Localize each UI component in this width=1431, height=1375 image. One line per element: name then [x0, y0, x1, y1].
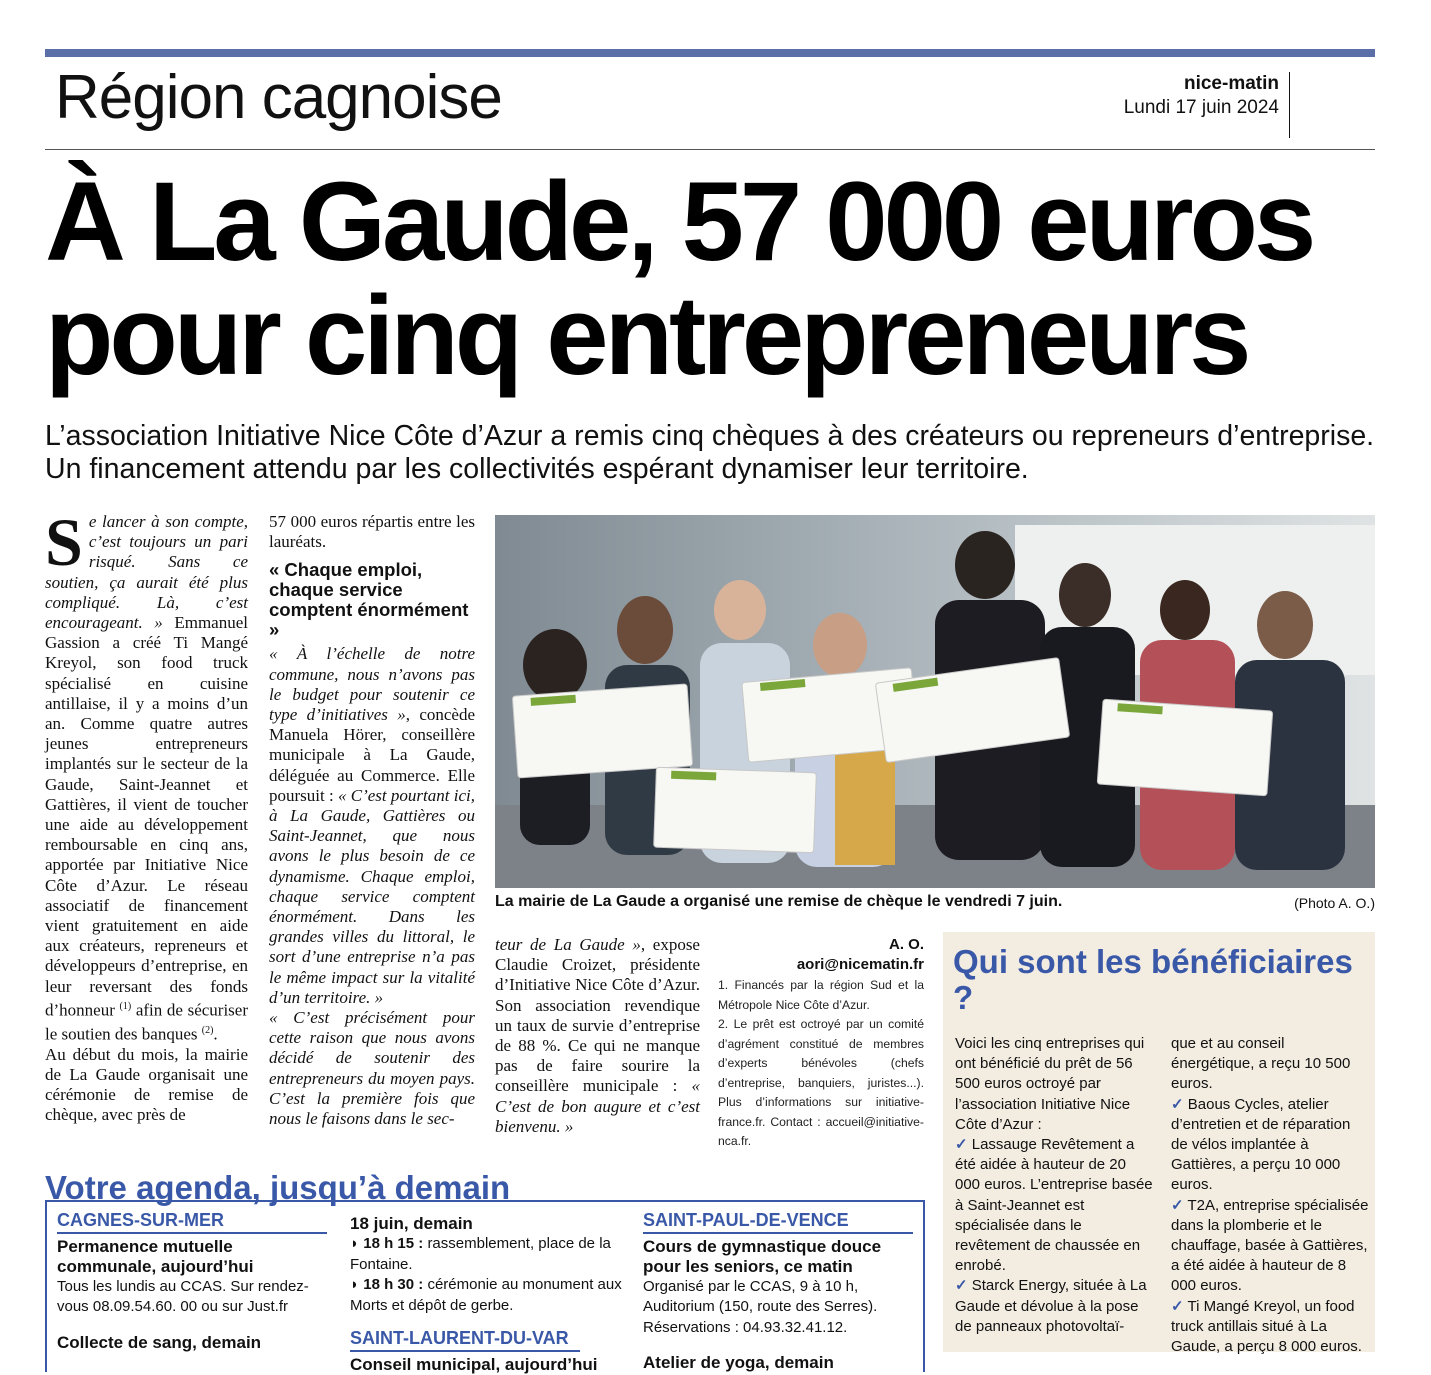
lead-paragraph: L’association Initiative Nice Côte d’Azur a remis cinq chèques à des créateurs ou repreneurs d’entreprise. Un financement attendu par les collectivités espérant dynamiser leur territoire. [45, 420, 1375, 485]
check-icon: ✓ [1171, 1196, 1184, 1214]
bullet-icon: ◗ [350, 1235, 360, 1252]
author-initials: A. O. [888, 936, 924, 953]
agenda-event-text: Tous les lundis au CCAS. Sur rendez-vous 08.09.54.60. 00 ou sur Just.fr [57, 1277, 309, 1315]
agenda-city: CAGNES-SUR-MER [57, 1210, 327, 1234]
agenda-title: Votre agenda, jusqu’à demain [45, 1169, 511, 1206]
beneficiary-item: Ti Mangé Kreyol, un food truck antillais situé à La Gaude, a perçu 8 000 euros. [1171, 1297, 1362, 1356]
check-icon: ✓ [955, 1277, 968, 1295]
check-icon: ✓ [955, 1136, 968, 1154]
section-rubric: Région cagnoise [55, 63, 502, 132]
agenda-event-text: Organisé par le CCAS, 9 à 10 h, Auditorium (150, route des Serres). Réservations : 04.93.32.41.12. [643, 1277, 878, 1336]
footnotes [718, 976, 924, 1152]
box-intro: Voici les cinq entreprises qui ont bénéficié du prêt de 56 500 euros octroyé par l’association Initiative Nice Côte d’Azur : [955, 1035, 1145, 1133]
article-column-1: Se lancer à son compte, c’est toujours un pari risqué. Sans ce soutien, ça aurait été plus compliqué. Là, c’est encourageant. » Emmanuel Gassion a créé Ti Mangé Kreyol, son food truck spécialisé en cuisine antillaise, il y a moins d’un an. Comme quatre autres jeunes entrepreneurs implantés sur le secteur de la Gaude, Saint-Jeannet et Gattières, il vient de toucher une aide au développement remboursable en cinq ans, apportée par Initiative Nice Côte d’Azur. Le réseau associatif de financement vient gratuitement en aide aux créateurs, repreneurs et développeurs d’entreprise, en leur reversant des fonds d’honneur $^{(1)}$ afin de sécuriser le soutien des banques $^{(2)}$. Au début du mois, la mairie de La Gaude organisait une cérémonie de remise de chèque, avec près de [45, 504, 248, 1125]
newspaper-name: nice-matin [1183, 73, 1279, 94]
article-column-3 [495, 935, 700, 1137]
intertitle: « Chaque emploi, chaque service comptent énormément » [269, 559, 469, 641]
agenda-cagnes [57, 1210, 327, 1353]
top-color-bar [45, 49, 1375, 57]
opening-quote: e lancer à son compte, c’est toujours un pari risqué. Sans ce soutien, ça aurait été plus compliqué. Là, c’est encourageant. » [45, 512, 248, 633]
footnote-2: 2. Le prêt est octroyé par un comité d’agrément constitué de membres d’experts bénévoles (chefs d’entreprise, banquiers, juristes...). Plus d’informations sur initiative-france.fr. Contact : accueil@initiative-nca.fr. [718, 1017, 924, 1148]
body-text: afin de sécuriser le soutien des banques [45, 1000, 248, 1044]
footnote-ref-1: (1) [119, 1000, 132, 1012]
photo-credit: (Photo A. O.) [1294, 895, 1375, 911]
author-signature [718, 935, 924, 975]
agenda-city: SAINT-PAUL-DE-VENCE [643, 1210, 913, 1234]
agenda-time: 18 h 30 : [363, 1276, 424, 1293]
beneficiary-item: Baous Cycles, atelier d’entretien et de réparation de vélos implantée à Gattières, a perçu 10 000 euros. [1171, 1095, 1351, 1194]
body-paragraph: 57 000 euros répartis entre les lauréats. [269, 512, 475, 552]
agenda-stpaul [643, 1210, 915, 1373]
agenda-middle [350, 1214, 625, 1375]
quote: « C’est précisément pour cette raison que nous avons décidé de soutenir des entrepreneurs du moyen pays. C’est la première fois que nous le faisons dans le sec- [269, 1008, 475, 1129]
ceremony-photo-illustration [495, 515, 1375, 888]
photo-caption: La mairie de La Gaude a organisé une remise de chèque le vendredi 7 juin. [495, 893, 1063, 910]
headline-line-2: pour cinq entrepreneurs [45, 273, 1248, 398]
agenda-time: 18 h 15 : [363, 1235, 424, 1252]
agenda-event-title: Cours de gymnastique douce pour les seniors, ce matin [643, 1236, 882, 1276]
agenda-event-title: Conseil municipal, aujourd’hui [350, 1354, 598, 1374]
quote: teur de La Gaude » [495, 935, 641, 954]
article-column-2 [269, 512, 475, 1129]
article-photo [495, 515, 1375, 888]
agenda-city: SAINT-LAURENT-DU-VAR [350, 1328, 580, 1352]
masthead-info [1124, 72, 1290, 138]
body-text: , concède Manuela Hörer, conseillère municipale à La Gaude, déléguée au Commerce. Elle poursuit : [269, 705, 475, 805]
check-icon: ✓ [1171, 1095, 1184, 1113]
box-column-2 [1171, 1034, 1371, 1357]
body-text: Emmanuel Gassion a créé Ti Mangé Kreyol, son food truck spécialisé en cuisine antillaise, il y a moins d’un an. Comme quatre autres jeunes entrepreneurs implantés sur le secteur de la Gaude, Saint-Jeannet et Gattières, il vient de toucher une aide au développement remboursable en cinq ans, apportée par Initiative Nice Côte d’Azur. Le réseau associatif de financement vient gratuitement en aide aux créateurs, repreneurs et développeurs d’entreprise, en leur reversant des fonds d’honneur [45, 613, 248, 1020]
agenda-event-text: cérémonie au monument aux Morts et dépôt de gerbe. [350, 1276, 622, 1314]
agenda-event-title: Collecte de sang, demain [57, 1332, 262, 1352]
bullet-icon: ◗ [350, 1276, 360, 1293]
author-email[interactable]: aori@nicematin.fr [796, 956, 924, 973]
quote: « À l’échelle de notre commune, nous n’avons pas le budget pour soutenir ce type d’initiatives » [269, 644, 475, 725]
beneficiary-item-continued: que et au conseil énergétique, a reçu 10 500 euros. [1171, 1035, 1351, 1093]
box-column-1 [955, 1034, 1155, 1337]
beneficiary-item: T2A, entreprise spécialisée dans la plomberie et le chauffage, basée à Gattières, a été aidée à hauteur de 8 000 euros. [1171, 1196, 1369, 1295]
footnote-1: 1. Financés par la région Sud et la Métropole Nice Côte d’Azur. [718, 978, 924, 1012]
body-text: , expose Claudie Croizet, présidente d’Initiative Nice Côte d’Azur. Son association revendique un taux de survie d’entreprise de 88 %. Ce qui ne manque pas de faire sourire la conseillère municipale : [495, 935, 700, 1096]
agenda-event-title: Atelier de yoga, demain [643, 1353, 834, 1372]
check-icon: ✓ [1171, 1297, 1184, 1315]
drop-cap: S [45, 504, 83, 580]
agenda-event-title: Permanence mutuelle communale, aujourd’hui [57, 1236, 254, 1276]
publication-date: Lundi 17 juin 2024 [1123, 97, 1279, 118]
footnote-ref-2: (2) [201, 1024, 214, 1036]
beneficiary-item: Starck Energy, située à La Gaude et dévolue à la pose de panneaux photovoltaï- [955, 1277, 1147, 1335]
body-paragraph: Au début du mois, la mairie de La Gaude organisait une cérémonie de remise de chèque, avec près de [45, 1044, 248, 1125]
beneficiary-item: Lassauge Revêtement a été aidée à hauteur de 20 000 euros. L’entreprise basée à Saint-Jeannet est spécialisée dans le revêtement de chaussée en enrobé. [955, 1136, 1153, 1275]
headline [45, 159, 1385, 398]
box-title: Qui sont les bénéficiaires ? [953, 943, 1353, 1016]
agenda-date: 18 juin, demain [350, 1214, 473, 1233]
agenda-event-text: rassemblement, place de la Fontaine. [350, 1235, 611, 1273]
headline-line-1: À La Gaude, 57 000 euros [45, 159, 1313, 284]
quote: « C’est pourtant ici, à La Gaude, Gattières ou Saint-Jeannet, que nous avons le plus besoin de ce dynamisme. Chaque emploi, chaque service comptent énormément. Dans les grandes villes du littoral, le sort d’une entreprise n’a pas le même impact sur la vitalité d’un territoire. » [269, 785, 475, 1007]
quote: « C’est de bon augure et c’est bienvenu. » [495, 1076, 700, 1136]
masthead-divider [45, 149, 1375, 150]
